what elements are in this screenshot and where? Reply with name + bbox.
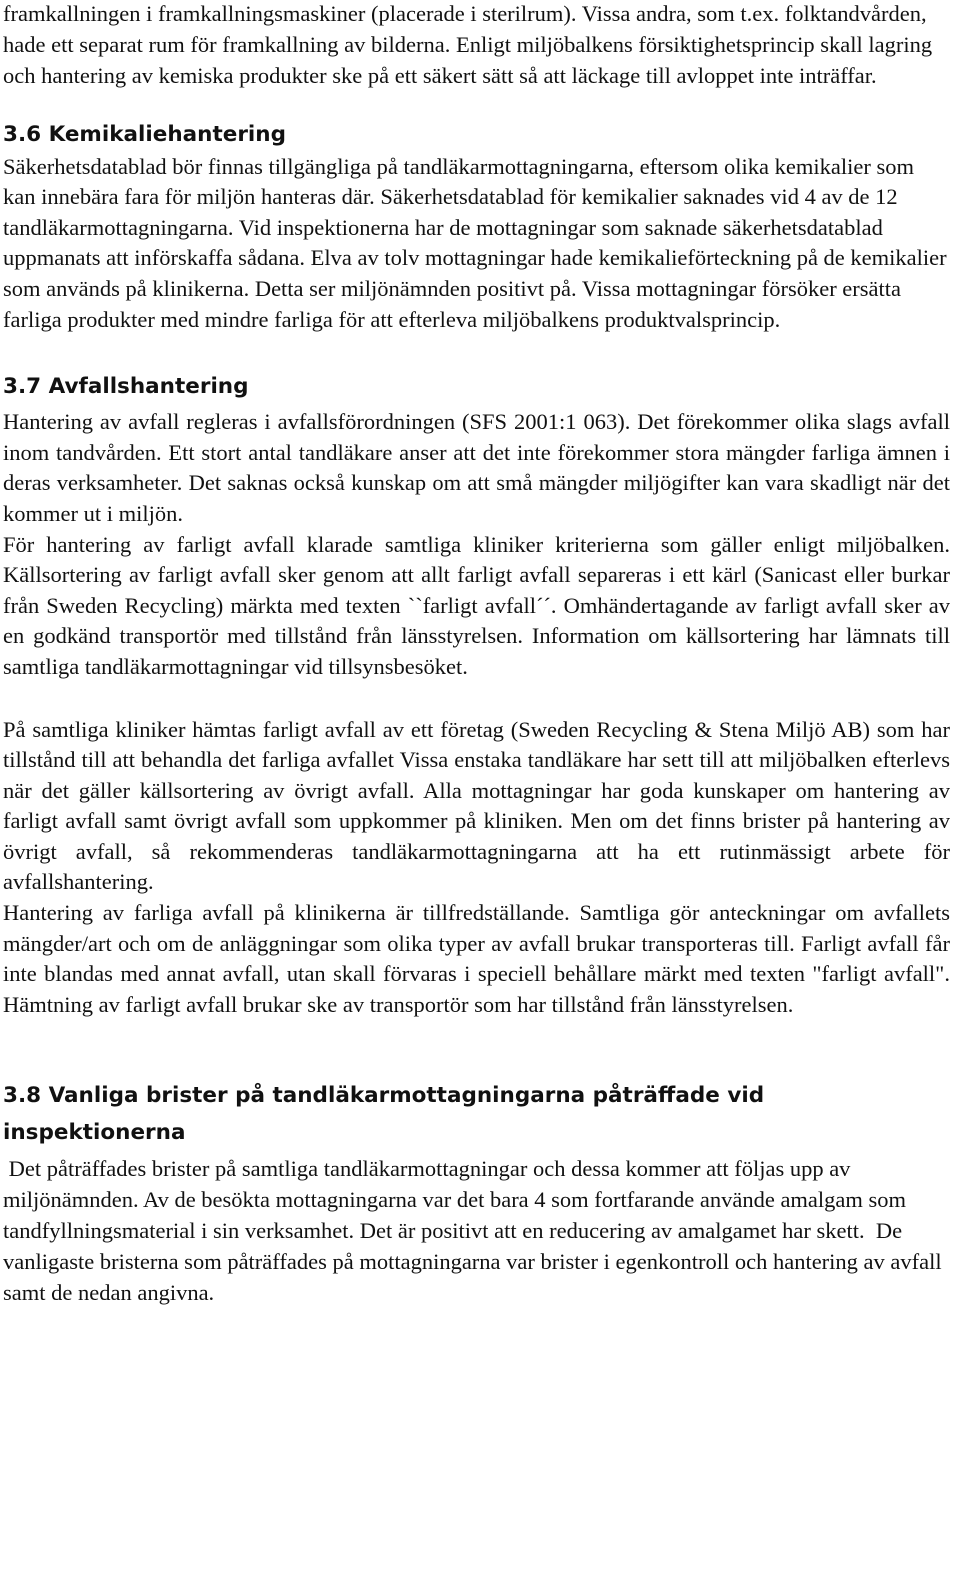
section-3-8-paragraph: Det påträffades brister på samtliga tandläkarmottagningar och dessa kommer att följas upp av miljönämnden. Av de besökta mottagningarna var det bara 4 som fortfarande använde amalgam som tandfyllningsmaterial i sin verksamhet. Det är positivt att en reducering av amalgamet har skett. De vanligaste bristerna som påträffades på mottagningarna var brister i egenkontroll och hantering av avfall samt de nedan angivna.: [3, 1156, 948, 1305]
section-3-6-paragraph: Säkerhetsdatablad bör finnas tillgängliga på tandläkarmottagningarna, eftersom olika kemikalier som kan innebära fara för miljön hanteras där. Säkerhetsdatablad för kemikalier saknades vid 4 av de 12 tandläkarmottagningarna. Vid inspektionerna har de mottagningar som saknade säkerhetsdatablad uppmanats att införskaffa sådana. Elva av tolv mottagningar hade kemikalieförteckning på de kemikalier som används på klinikerna. Detta ser miljönämnden positivt på. Vissa mottagningar försöker ersätta farliga produkter med mindre farliga för att efterleva miljöbalkens produktvalsprincip.: [3, 153, 947, 332]
section-3-7-paragraph-3: På samtliga kliniker hämtas farligt avfall av ett företag (Sweden Recycling & Stena Miljö AB) som har tillstånd till att behandla det farliga avfallet Vissa enstaka tandläkare har sett till att miljöbalken efterlevs när det gäller källsortering av övrigt avfall. Alla mottagningar har goda kunskaper om hantering av farligt avfall samt övrigt avfall som uppkommer på kliniken. Men om det finns brister på hantering av övrigt avfall, så rekommenderas tandläkarmottagningarna att ha ett rutinmässigt arbete för avfallshantering.: [3, 716, 950, 895]
intro-paragraph: framkallningen i framkallningsmaskiner (placerade i sterilrum). Vissa andra, som t.ex. folktandvården, hade ett separat rum för framkallning av bilderna. Enligt miljöbalkens försiktighetsprincip skall lagring och hantering av kemiska produkter ske på ett säkert sätt så att läckage till avloppet inte inträffar.: [3, 1, 933, 89]
section-3-7-paragraph-1: Hantering av avfall regleras i avfallsförordningen (SFS 2001:1 063). Det förekommer olika slags avfall inom tandvården. Ett stort antal tandläkare anser att det inte förekommer stora mängder farliga ämnen i deras verksamheter. Det saknas också kunskap om att små mängder miljögifter kan vara skadligt när det kommer ut i miljön.: [3, 409, 950, 526]
section-heading-3-8: 3.8 Vanliga brister på tandläkarmottagningarna påträffade vid inspektionerna: [3, 1083, 765, 1146]
section-heading-3-7: 3.7 Avfallshantering: [3, 374, 249, 400]
section-heading-3-6: 3.6 Kemikaliehantering: [3, 121, 286, 147]
section-3-7-paragraph-4: Hantering av farliga avfall på klinikerna är tillfredställande. Samtliga gör anteckningar om avfallets mängder/art och om de anläggningar som olika typer av avfall brukar transporteras till. Farligt avfall får inte blandas med annat avfall, utan skall förvaras i speciell behållare märkt med texten "farligt avfall". Hämtning av farligt avfall brukar ske av transportör som har tillstånd från länsstyrelsen.: [3, 900, 950, 1017]
section-3-7-paragraph-2: För hantering av farligt avfall klarade samtliga kliniker kriterierna som gäller enligt miljöbalken. Källsortering av farligt avfall sker genom att allt farligt avfall separeras i ett kärl (Sanicast eller burkar från Sweden Recycling) märkta med texten ``farligt avfall´´. Omhändertagande av farligt avfall sker av en godkänd transportör med tillstånd från länsstyrelsen. Information om källsortering har lämnats till samtliga tandläkarmottagningar vid tillsynsbesöket.: [3, 531, 950, 679]
